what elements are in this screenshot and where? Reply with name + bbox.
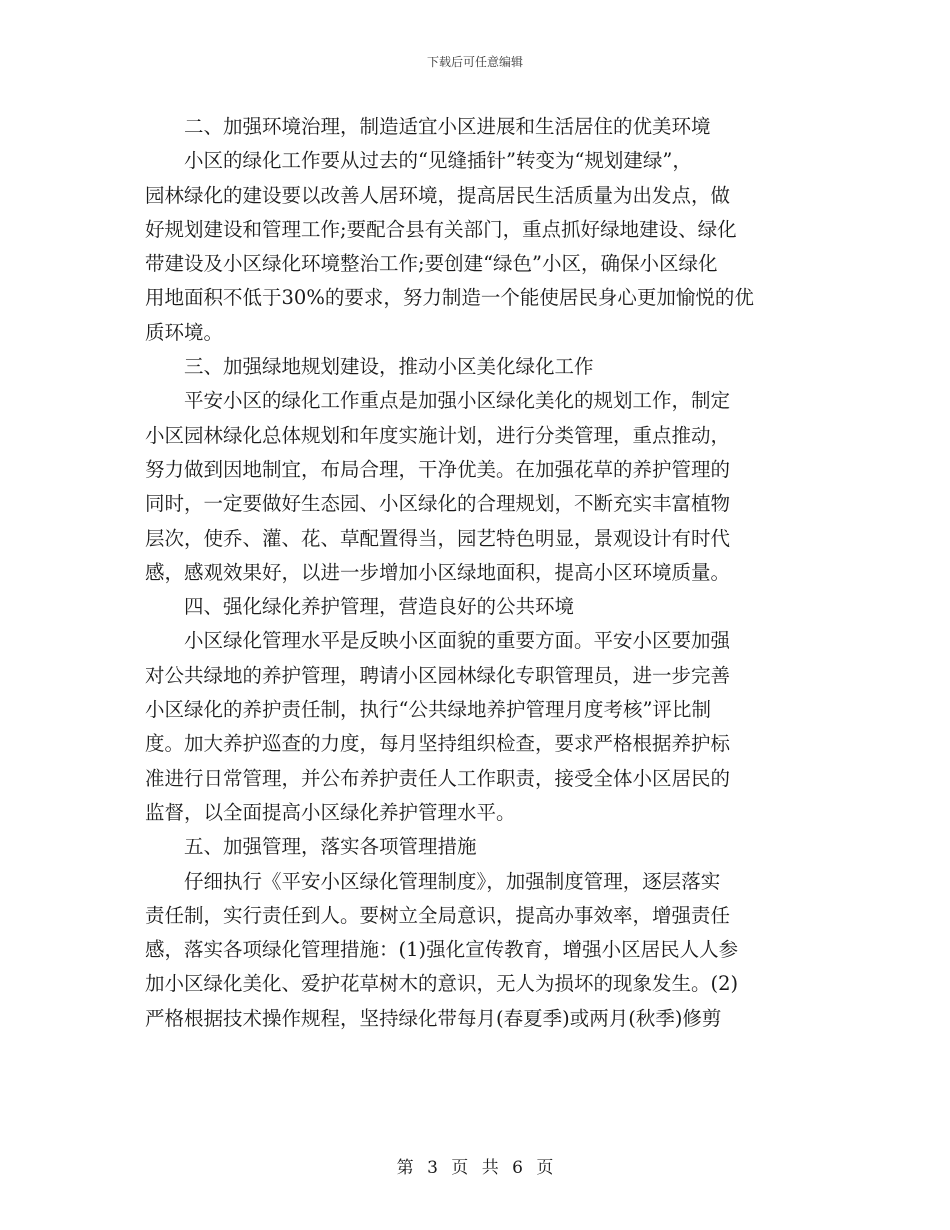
text-line: 责任制，实行责任到人。要树立全局意识，提高办事效率，增强责任 bbox=[145, 903, 731, 927]
text-line: 加小区绿化美化、爱护花草树木的意识，无人为损坏的现象发生。(2) bbox=[145, 972, 739, 996]
text-line: 平安小区的绿化工作重点是加强小区绿化美化的规划工作，制定 bbox=[145, 389, 731, 413]
text-line: 努力做到因地制宜，布局合理，干净优美。在加强花草的养护管理的 bbox=[145, 457, 731, 481]
text-line: 二、加强环境治理，制造适宜小区进展和生活居住的优美环境 bbox=[145, 115, 711, 138]
text-line: 感，落实各项绿化管理措施：(1)强化宣传教育，增强小区居民人人参 bbox=[145, 938, 739, 962]
text-line: 度。加大养护巡查的力度，每月坚持组织检查，要求严格根据养护标 bbox=[145, 732, 731, 756]
text-line: 用地面积不低于30%的要求，努力制造一个能使居民身心更加愉悦的优 bbox=[145, 286, 754, 310]
page-number-footer: 第 3 页 共 6 页 bbox=[396, 1158, 554, 1178]
text-line: 监督，以全面提高小区绿化养护管理水平。 bbox=[145, 800, 516, 824]
text-line: 小区绿化的养护责任制，执行“公共绿地养护管理月度考核”评比制 bbox=[145, 698, 711, 722]
text-line: 四、强化绿化养护管理，营造良好的公共环境 bbox=[145, 595, 575, 619]
page-header-note: 下载后可任意编辑 bbox=[426, 55, 523, 69]
text-line: 严格根据技术操作规程，坚持绿化带每月(春夏季)或两月(秋季)修剪 bbox=[145, 1006, 722, 1030]
text-line: 准进行日常管理，并公布养护责任人工作职责，接受全体小区居民的 bbox=[145, 766, 731, 790]
text-line: 小区园林绿化总体规划和年度实施计划，进行分类管理，重点推动， bbox=[145, 423, 731, 447]
text-line: 小区的绿化工作要从过去的“见缝插针”转变为“规划建绿”， bbox=[145, 149, 692, 173]
text-line: 仔细执行《平安小区绿化管理制度》，加强制度管理，逐层落实 bbox=[145, 869, 721, 893]
document-body bbox=[145, 110, 813, 1036]
text-line: 对公共绿地的养护管理，聘请小区园林绿化专职管理员，进一步完善 bbox=[145, 663, 731, 687]
text-line: 同时，一定要做好生态园、小区绿化的合理规划，不断充实丰富植物 bbox=[145, 492, 731, 516]
text-line: 园林绿化的建设要以改善人居环境，提高居民生活质量为出发点，做 bbox=[145, 183, 731, 207]
text-line: 五、加强管理，落实各项管理措施 bbox=[145, 835, 477, 859]
text-line: 层次，使乔、灌、花、草配置得当，园艺特色明显，景观设计有时代 bbox=[145, 526, 731, 550]
text-line: 好规划建设和管理工作;要配合县有关部门，重点抓好绿地建设、绿化 bbox=[145, 217, 737, 241]
text-line: 带建设及小区绿化环境整治工作;要创建“绿色”小区，确保小区绿化 bbox=[145, 252, 718, 276]
text-line: 三、加强绿地规划建设，推动小区美化绿化工作 bbox=[145, 355, 594, 379]
text-line: 感，感观效果好，以进一步增加小区绿地面积，提高小区环境质量。 bbox=[145, 560, 731, 584]
text-line: 质环境。 bbox=[145, 320, 224, 344]
text-line: 小区绿化管理水平是反映小区面貌的重要方面。平安小区要加强 bbox=[145, 629, 731, 653]
